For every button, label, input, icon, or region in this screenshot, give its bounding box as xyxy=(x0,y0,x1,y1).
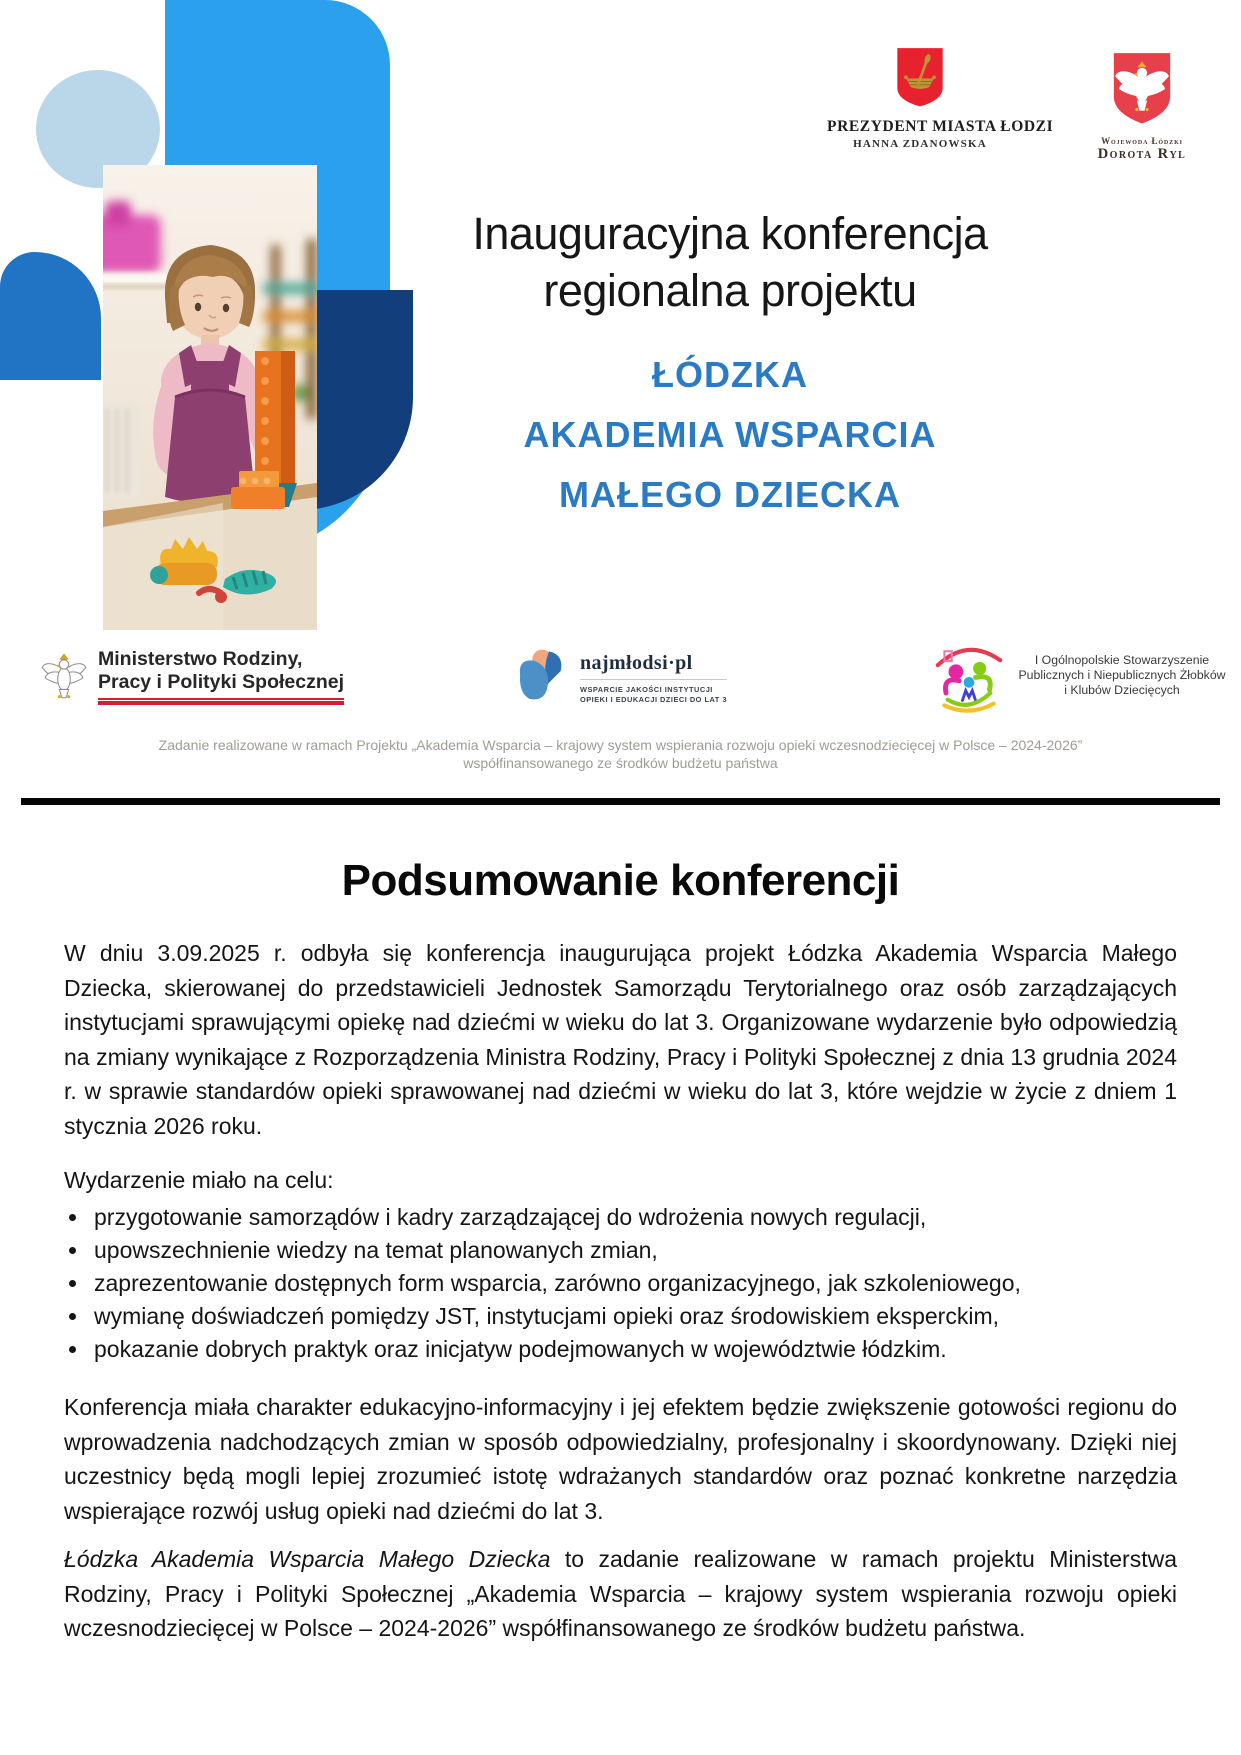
project-footnote xyxy=(0,737,1241,772)
ministry-text xyxy=(98,645,344,705)
goals-intro: Wydarzenie miało na celu: xyxy=(64,1167,334,1193)
photo-child-playing xyxy=(103,165,317,630)
goal-item: • upowszechnienie wiedzy na temat planowanych zmian, xyxy=(90,1234,1177,1267)
najmlodsi-tagline2: OPIEKI I EDUKACJI DZIECI DO LAT 3 xyxy=(580,694,727,704)
ministry-red-bar xyxy=(98,698,344,705)
goal-item: • wymianę doświadczeń pomiędzy JST, instytucjami opieki oraz środowiskiem eksperckim, xyxy=(90,1300,1177,1333)
summary-paragraph-2: Konferencja miała charakter edukacyjno-informacyjny i jej efektem będzie zwiększenie gotowości regionu do wprowadzenia nadchodzących zmian w sposób odpowiedzialny, profesjonalny i skoordynowany. Dzięki niej uczestnicy będą mogli lepiej zrozumieć istotę wdrażanych standardów oraz poznać konkretne narzędzia wspierające rozwój usług opieki nad dziećmi do lat 3. xyxy=(64,1394,1177,1524)
prezydent-person: HANNA ZDANOWSKA xyxy=(853,138,987,150)
section-divider xyxy=(21,798,1220,805)
stowarzyszenie-house-icon xyxy=(928,633,1010,717)
decor-leaf-shape xyxy=(0,252,101,380)
project-title-line2: AKADEMIA WSPARCIA xyxy=(523,414,937,455)
conference-title-line1: Inauguracyjna konferencja xyxy=(472,208,988,259)
ministry-line2: Pracy i Polityki Społecznej xyxy=(98,671,345,693)
project-title-line1: ŁÓDZKA xyxy=(652,354,808,395)
najmlodsi-brand: najmłodsi·pl xyxy=(580,651,693,674)
stowarzyszenie-line2: Publicznych i Niepublicznych Żłobków xyxy=(1018,667,1226,682)
goals-list xyxy=(64,1201,1177,1366)
najmlodsi-separator xyxy=(580,679,727,680)
conference-title-line2: regionalna projektu xyxy=(543,265,917,316)
logo-wojewoda-lodzki xyxy=(1082,50,1202,163)
summary-paragraph-3-rest: to zadanie realizowane w ramach projektu Ministerstwa Rodziny, Pracy i Polityki Społecznej „Akademia Wsparcia – krajowy system wspierania rozwoju opieki wczesnodziecięcej w Polsce – 2024-2026” współfinansowanego ze środków budżetu państwa. xyxy=(64,1546,1177,1641)
summary-paragraph-1: W dniu 3.09.2025 r. odbyła się konferencja inaugurująca projekt Łódzka Akademia Wsparcia Małego Dziecka, skierowanej do przedstawicieli Jednostek Samorządu Terytorialnego oraz osób zarządzających instytucjami sprawującymi opiekę nad dziećmi w wieku do lat 3. Organizowane wydarzenie było odpowiedzią na zmiany wynikające z Rozporządzenia Ministra Rodziny, Pracy i Polityki Społecznej z dnia 13 grudnia 2024 r. w sprawie standardów opieki sprawowanej nad dziećmi w wieku do lat 3, które wejdzie w życie z dniem 1 stycznia 2026 roku. xyxy=(64,940,1177,1139)
goal-item: • pokazanie dobrych praktyk oraz inicjatyw podejmowanych w województwie łódzkim. xyxy=(90,1333,1177,1366)
najmlodsi-tagline1: WSPARCIE JAKOŚCI INSTYTUCJI xyxy=(580,684,713,694)
prezydent-name: PREZYDENT MIASTA ŁODZI xyxy=(827,118,1054,135)
logo-prezydent-miasta-lodzi xyxy=(827,45,1054,150)
logo-ministerstwo-rodziny xyxy=(38,645,344,711)
child-photo-illustration xyxy=(103,165,317,630)
project-title-line3: MAŁEGO DZIECKA xyxy=(559,474,901,515)
summary-paragraph-3 xyxy=(64,1542,1177,1646)
wojewoda-name: Wojewoda Łódzki xyxy=(1101,136,1183,146)
najmlodsi-text xyxy=(580,652,727,705)
stowarzyszenie-line3: i Klubów Dziecięcych xyxy=(1064,682,1180,697)
ministry-eagle-icon xyxy=(38,645,90,711)
logo-najmlodsi-pl xyxy=(512,640,727,716)
stowarzyszenie-text xyxy=(1014,653,1230,698)
ministry-line1: Ministerstwo Rodziny, xyxy=(98,648,303,670)
goal-item: • przygotowanie samorządów i kadry zarządzającej do wdrożenia nowych regulacji, xyxy=(90,1201,1177,1234)
wojewoda-person: Dorota Ryl xyxy=(1097,146,1187,162)
footnote-line1: Zadanie realizowane w ramach Projektu „Akademia Wsparcia – krajowy system wspierania rozwoju opieki wczesnodziecięcej w Polsce – 2024-2026” xyxy=(158,737,1083,753)
title-block xyxy=(380,205,1080,525)
lodz-coat-of-arms-icon xyxy=(893,45,947,109)
summary-section xyxy=(0,810,1241,1646)
footnote-line2: współfinansowanego ze środków budżetu państwa xyxy=(463,754,778,771)
goal-item: • zaprezentowanie dostępnych form wsparcia, zarówno organizacyjnego, jak szkoleniowego, xyxy=(90,1267,1177,1300)
poland-eagle-icon xyxy=(1110,50,1174,128)
page-title: Podsumowanie konferencji xyxy=(341,856,900,905)
stowarzyszenie-line1: I Ogólnopolskie Stowarzyszenie xyxy=(1034,652,1210,667)
logo-stowarzyszenie-zlobkow xyxy=(928,633,1230,717)
najmlodsi-flower-icon xyxy=(512,640,570,716)
project-name-italic: Łódzka Akademia Wsparcia Małego Dziecka xyxy=(64,1546,551,1572)
project-title xyxy=(380,345,1080,525)
